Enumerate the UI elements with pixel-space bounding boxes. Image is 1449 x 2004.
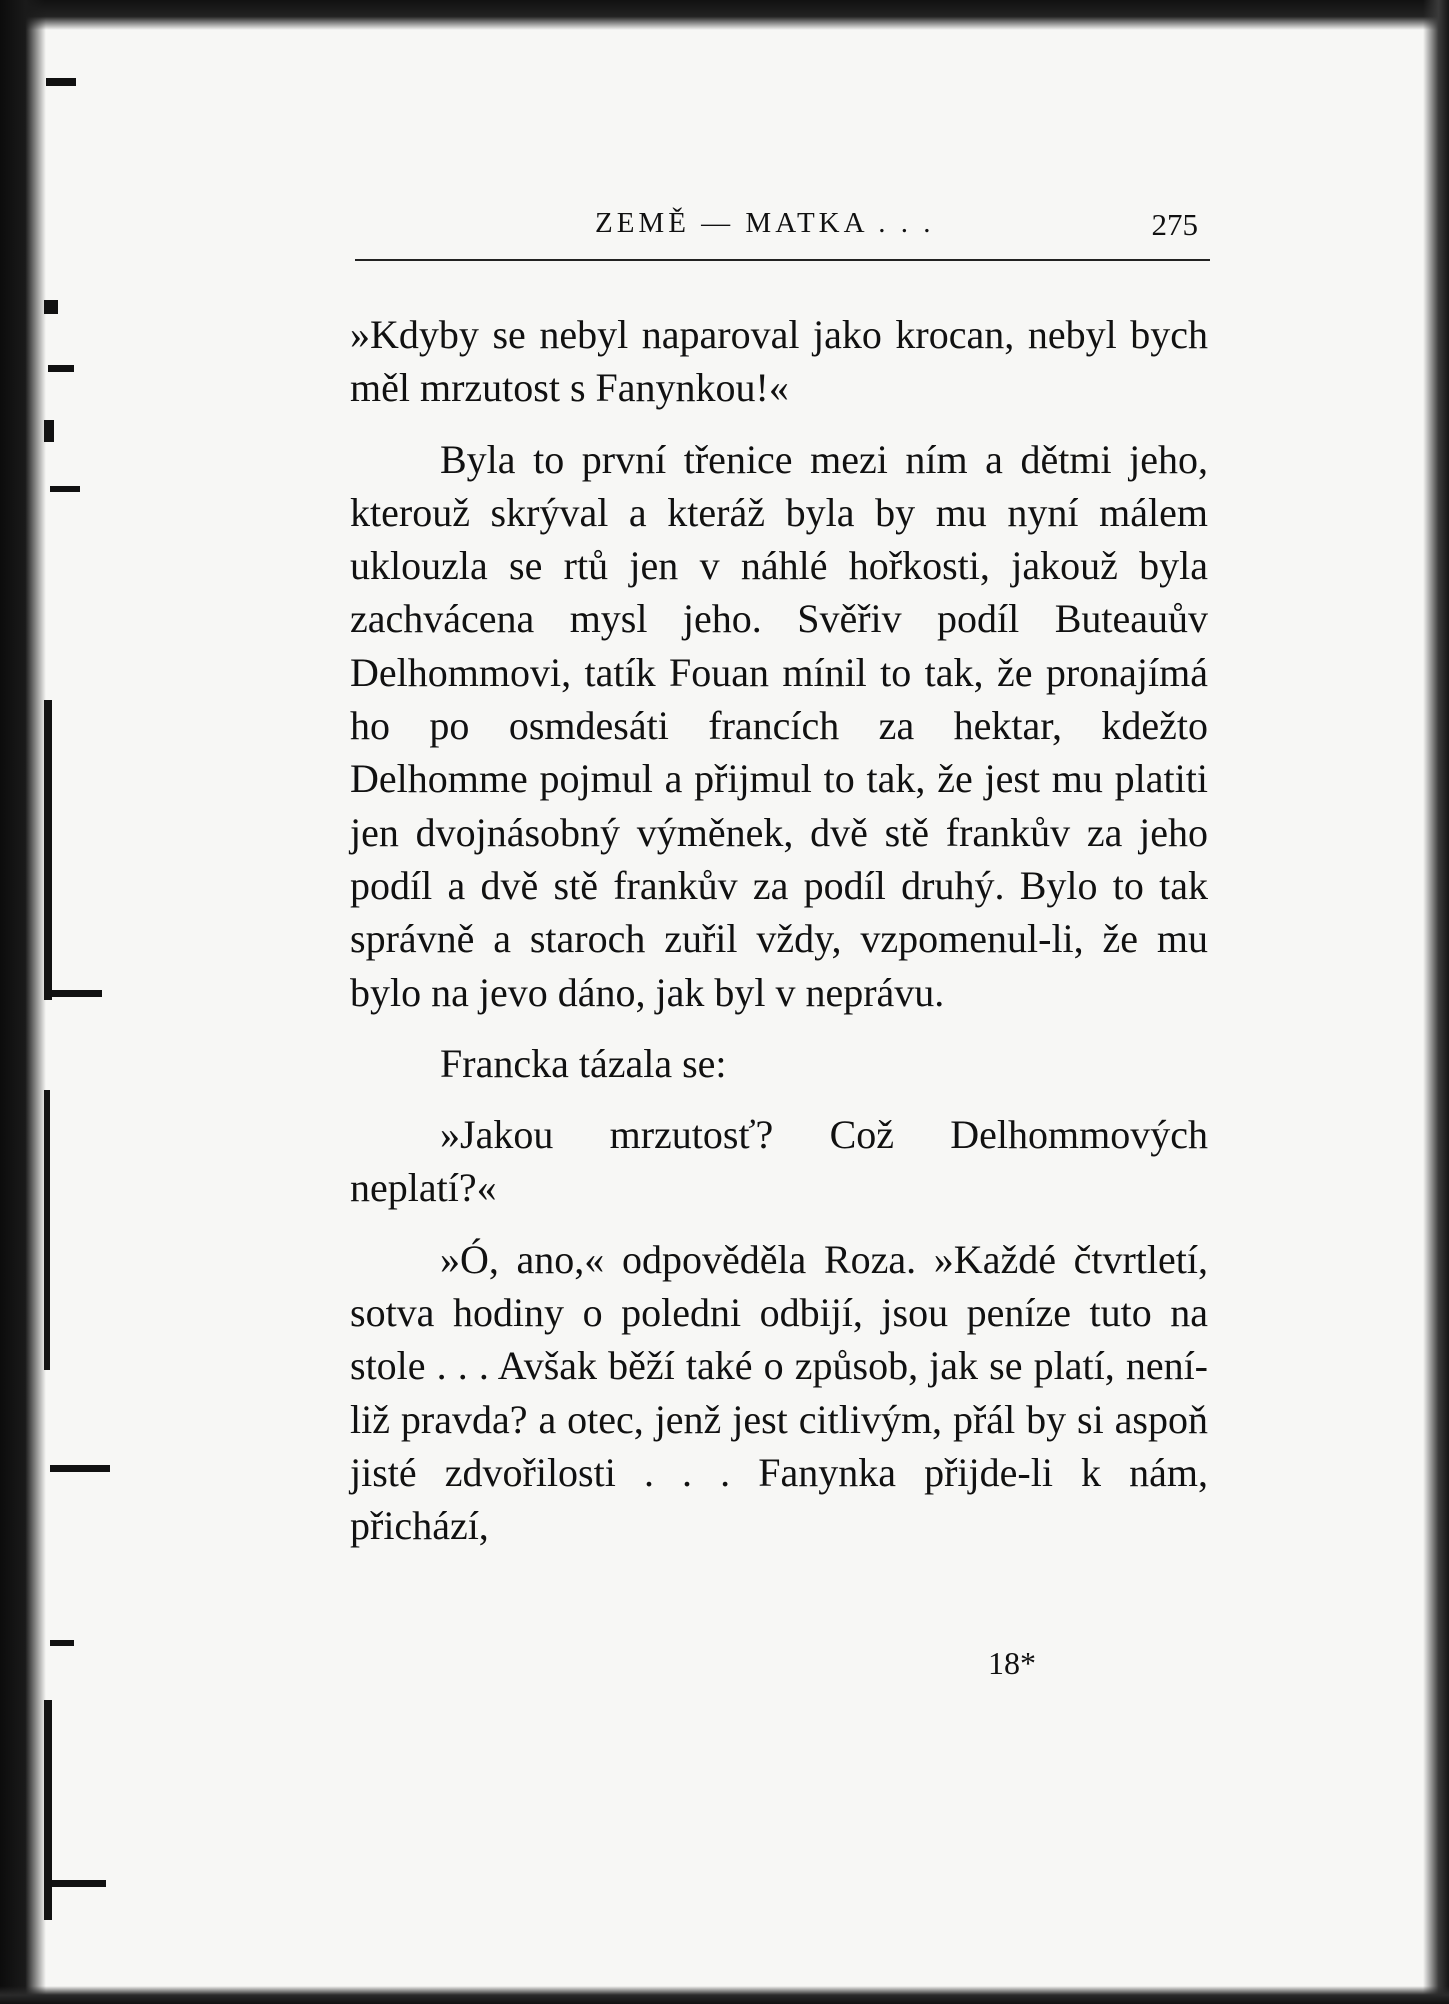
binding-mark <box>44 700 52 1000</box>
scan-border-left <box>0 0 46 2004</box>
signature-mark: 18* <box>988 1645 1036 1681</box>
scan-border-top <box>0 0 1449 30</box>
binding-mark <box>50 1465 110 1472</box>
binding-mark <box>48 365 74 372</box>
binding-mark <box>44 300 58 314</box>
paragraph: »Kdyby se nebyl naparoval jako krocan, nebyl bych měl mrzutost s Fanynkou!« <box>350 312 1208 411</box>
header-rule <box>355 259 1210 261</box>
scan-border-right <box>1423 0 1449 2004</box>
binding-mark <box>46 78 76 86</box>
binding-mark <box>44 1090 50 1370</box>
paragraph: Francka tázala se: <box>440 1040 727 1086</box>
paragraph: Byla to první třenice mezi ním a dětmi jeho, kterouž skrýval a kteráž byla by mu nyní málem uklouzla se rtů jen v náhlé hořkosti, jakouž byla zachvácena mysl jeho. Svěřiv podíl Buteauův Delhommovi, tatík Fouan mínil to tak, že pronajímá ho po osmdesáti francích za hektar, kdežto Delhomme pojmul a přijmul to tak, že jest mu platiti jen dvojnásobný výměnek, dvě stě frankův za jeho podíl a dvě stě frankův za podíl druhý. Bylo to tak správně a staroch zuřil vždy, vzpomenul-li, že mu bylo na jevo dáno, jak byl v neprávu. <box>350 436 1208 1015</box>
page-number: 275 <box>1151 207 1198 242</box>
binding-mark <box>50 1640 74 1646</box>
binding-mark <box>44 420 54 442</box>
binding-mark <box>52 990 102 997</box>
binding-mark <box>50 1880 106 1887</box>
binding-mark <box>44 1700 52 1920</box>
page-header <box>355 203 1210 253</box>
paragraph: »Jakou mrzutosť? Což Delhommových neplatí?« <box>350 1112 1208 1211</box>
body-text <box>350 308 1208 1553</box>
paragraph: »Ó, ano,« odpověděla Roza. »Každé čtvrtletí, sotva hodiny o poledni odbijí, jsou peníze tuto na stole . . . Avšak běží také o způsob, jak se platí, není-liž pravda? a otec, jenž jest citlivým, přál by si aspoň jisté zdvořilosti . . . Fanynka přijde-li k nám, přichází, <box>350 1236 1208 1549</box>
scan-border-bottom <box>0 1986 1449 2004</box>
running-title: ZEMĚ — MATKA . . . <box>595 207 935 239</box>
binding-mark <box>50 486 80 492</box>
